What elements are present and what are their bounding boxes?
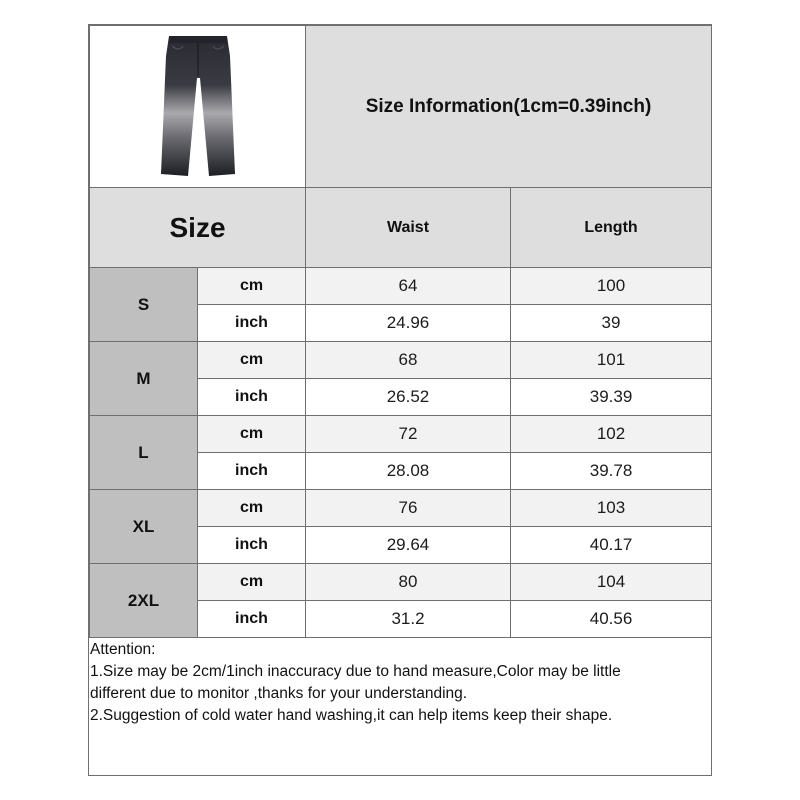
length-value: 103 bbox=[511, 490, 712, 527]
unit-cell: cm bbox=[198, 490, 306, 527]
length-value: 40.56 bbox=[511, 601, 712, 638]
waist-value: 28.08 bbox=[306, 453, 511, 490]
waist-column-header: Waist bbox=[306, 188, 511, 268]
waist-value: 76 bbox=[306, 490, 511, 527]
length-value: 104 bbox=[511, 564, 712, 601]
length-column-header: Length bbox=[511, 188, 712, 268]
length-value: 39.39 bbox=[511, 379, 712, 416]
waist-value: 31.2 bbox=[306, 601, 511, 638]
length-value: 102 bbox=[511, 416, 712, 453]
table-row bbox=[90, 416, 712, 453]
table-row bbox=[90, 342, 712, 379]
size-label-2xl: 2XL bbox=[90, 564, 198, 638]
unit-cell: cm bbox=[198, 564, 306, 601]
length-value: 101 bbox=[511, 342, 712, 379]
product-image bbox=[117, 26, 279, 187]
length-value: 39 bbox=[511, 305, 712, 342]
unit-cell: inch bbox=[198, 305, 306, 342]
unit-cell: inch bbox=[198, 453, 306, 490]
table-row bbox=[90, 268, 712, 305]
title-row bbox=[90, 26, 712, 188]
unit-cell: inch bbox=[198, 379, 306, 416]
length-value: 40.17 bbox=[511, 527, 712, 564]
size-table bbox=[89, 25, 712, 638]
notes-line: 2.Suggestion of cold water hand washing,it can help items keep their shape. bbox=[90, 707, 613, 724]
attention-notes bbox=[90, 639, 708, 727]
size-info-title: Size Information(1cm=0.39inch) bbox=[306, 26, 712, 188]
waist-value: 26.52 bbox=[306, 379, 511, 416]
unit-cell: cm bbox=[198, 416, 306, 453]
waist-value: 72 bbox=[306, 416, 511, 453]
product-photo-cell bbox=[90, 26, 306, 188]
waist-value: 24.96 bbox=[306, 305, 511, 342]
length-value: 100 bbox=[511, 268, 712, 305]
waist-value: 64 bbox=[306, 268, 511, 305]
notes-heading: Attention: bbox=[90, 641, 156, 658]
length-value: 39.78 bbox=[511, 453, 712, 490]
unit-cell: inch bbox=[198, 527, 306, 564]
unit-cell: cm bbox=[198, 342, 306, 379]
table-row bbox=[90, 564, 712, 601]
notes-line: 1.Size may be 2cm/1inch inaccuracy due to hand measure,Color may be little bbox=[90, 663, 621, 680]
size-column-header: Size bbox=[90, 188, 306, 268]
unit-cell: cm bbox=[198, 268, 306, 305]
size-chart-sheet bbox=[88, 24, 712, 776]
size-label-m: M bbox=[90, 342, 198, 416]
size-label-xl: XL bbox=[90, 490, 198, 564]
waist-value: 80 bbox=[306, 564, 511, 601]
waist-value: 68 bbox=[306, 342, 511, 379]
unit-cell: inch bbox=[198, 601, 306, 638]
waist-value: 29.64 bbox=[306, 527, 511, 564]
size-label-s: S bbox=[90, 268, 198, 342]
size-label-l: L bbox=[90, 416, 198, 490]
header-row bbox=[90, 188, 712, 268]
table-row bbox=[90, 490, 712, 527]
notes-line: different due to monitor ,thanks for your understanding. bbox=[90, 685, 468, 702]
